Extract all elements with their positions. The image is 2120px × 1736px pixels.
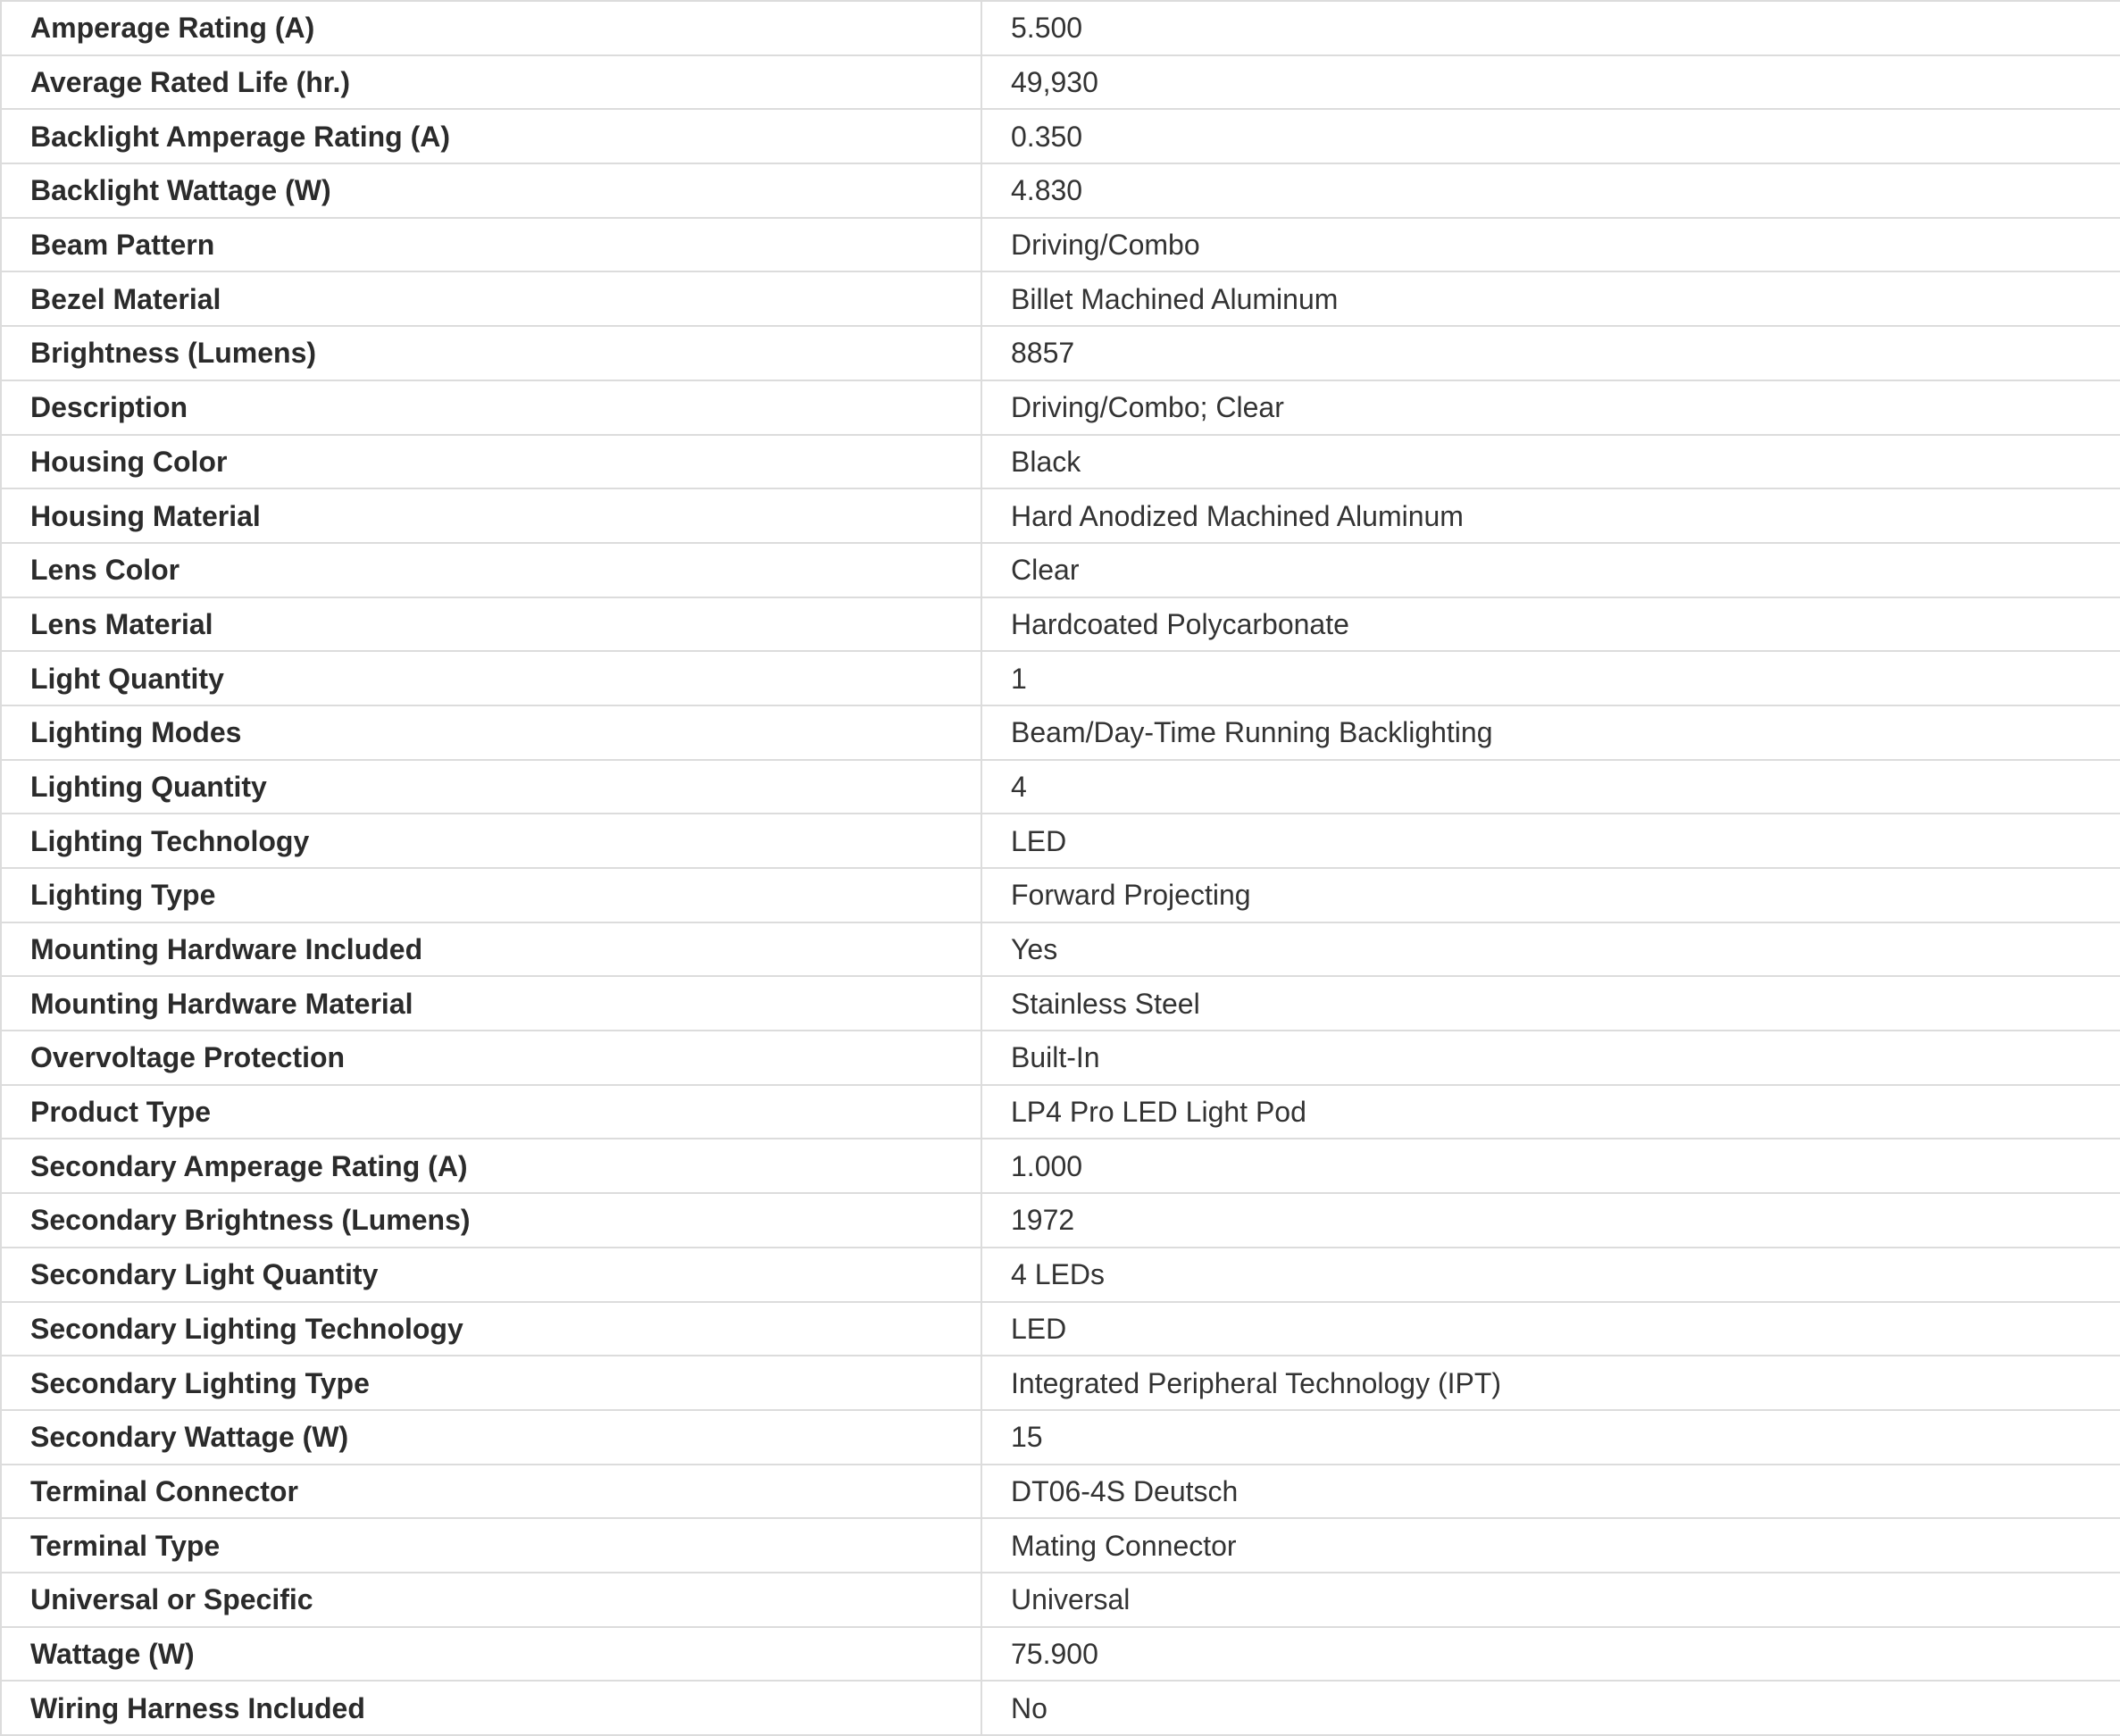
spec-row-lens-material [1, 597, 2120, 652]
spec-value: 75.900 [981, 1627, 2120, 1682]
spec-label: Lighting Type [1, 868, 981, 922]
spec-label: Lighting Modes [1, 705, 981, 760]
spec-value: 4.830 [981, 163, 2120, 218]
spec-row-light-quantity [1, 651, 2120, 705]
spec-value: Hard Anodized Machined Aluminum [981, 488, 2120, 543]
spec-value: 1.000 [981, 1139, 2120, 1193]
spec-row-lighting-technology [1, 814, 2120, 868]
spec-row-amperage-rating [1, 1, 2120, 55]
spec-row-average-rated-life [1, 55, 2120, 110]
spec-row-description [1, 380, 2120, 435]
spec-row-product-type [1, 1085, 2120, 1139]
spec-value: Hardcoated Polycarbonate [981, 597, 2120, 652]
spec-label: Secondary Lighting Type [1, 1356, 981, 1410]
spec-label: Overvoltage Protection [1, 1031, 981, 1085]
spec-row-secondary-amperage-rating [1, 1139, 2120, 1193]
spec-label: Secondary Wattage (W) [1, 1410, 981, 1465]
spec-value: Mating Connector [981, 1518, 2120, 1573]
spec-label: Average Rated Life (hr.) [1, 55, 981, 110]
spec-label: Backlight Amperage Rating (A) [1, 109, 981, 163]
spec-value: Built-In [981, 1031, 2120, 1085]
spec-label: Lens Color [1, 543, 981, 597]
spec-value: Integrated Peripheral Technology (IPT) [981, 1356, 2120, 1410]
spec-label: Backlight Wattage (W) [1, 163, 981, 218]
spec-value: DT06-4S Deutsch [981, 1465, 2120, 1519]
spec-value: Black [981, 435, 2120, 489]
spec-label: Terminal Connector [1, 1465, 981, 1519]
spec-label: Universal or Specific [1, 1573, 981, 1627]
spec-value: LED [981, 814, 2120, 868]
spec-label: Terminal Type [1, 1518, 981, 1573]
spec-value: 49,930 [981, 55, 2120, 110]
spec-row-wattage [1, 1627, 2120, 1682]
spec-value: 1 [981, 651, 2120, 705]
spec-row-secondary-brightness [1, 1193, 2120, 1248]
spec-value: Beam/Day-Time Running Backlighting [981, 705, 2120, 760]
spec-label: Secondary Lighting Technology [1, 1302, 981, 1356]
spec-label: Secondary Light Quantity [1, 1248, 981, 1302]
spec-row-brightness [1, 326, 2120, 380]
spec-label: Mounting Hardware Material [1, 976, 981, 1031]
spec-row-beam-pattern [1, 218, 2120, 272]
spec-value: 4 [981, 760, 2120, 814]
spec-row-secondary-lighting-technology [1, 1302, 2120, 1356]
spec-row-secondary-wattage [1, 1410, 2120, 1465]
spec-row-secondary-light-quantity [1, 1248, 2120, 1302]
spec-label: Light Quantity [1, 651, 981, 705]
spec-row-universal-or-specific [1, 1573, 2120, 1627]
spec-row-overvoltage-protection [1, 1031, 2120, 1085]
spec-value: Driving/Combo; Clear [981, 380, 2120, 435]
spec-label: Bezel Material [1, 271, 981, 326]
spec-row-mounting-hardware-material [1, 976, 2120, 1031]
spec-row-lighting-modes [1, 705, 2120, 760]
spec-row-backlight-amperage-rating [1, 109, 2120, 163]
spec-row-terminal-connector [1, 1465, 2120, 1519]
spec-label: Product Type [1, 1085, 981, 1139]
spec-value: Universal [981, 1573, 2120, 1627]
spec-row-lighting-quantity [1, 760, 2120, 814]
spec-row-secondary-lighting-type [1, 1356, 2120, 1410]
spec-value: 15 [981, 1410, 2120, 1465]
spec-value: Forward Projecting [981, 868, 2120, 922]
spec-label: Housing Material [1, 488, 981, 543]
spec-label: Description [1, 380, 981, 435]
spec-value: LED [981, 1302, 2120, 1356]
spec-label: Lighting Technology [1, 814, 981, 868]
spec-value: No [981, 1681, 2120, 1735]
spec-label: Wiring Harness Included [1, 1681, 981, 1735]
spec-row-bezel-material [1, 271, 2120, 326]
spec-row-terminal-type [1, 1518, 2120, 1573]
spec-value: Driving/Combo [981, 218, 2120, 272]
spec-label: Beam Pattern [1, 218, 981, 272]
spec-value: 4 LEDs [981, 1248, 2120, 1302]
spec-label: Mounting Hardware Included [1, 922, 981, 977]
spec-label: Secondary Brightness (Lumens) [1, 1193, 981, 1248]
spec-row-housing-color [1, 435, 2120, 489]
spec-value: 0.350 [981, 109, 2120, 163]
spec-label: Lighting Quantity [1, 760, 981, 814]
spec-value: Yes [981, 922, 2120, 977]
spec-row-housing-material [1, 488, 2120, 543]
spec-value: 1972 [981, 1193, 2120, 1248]
spec-value: Billet Machined Aluminum [981, 271, 2120, 326]
spec-value: Clear [981, 543, 2120, 597]
spec-row-wiring-harness-included [1, 1681, 2120, 1735]
spec-value: LP4 Pro LED Light Pod [981, 1085, 2120, 1139]
spec-label: Amperage Rating (A) [1, 1, 981, 55]
spec-label: Housing Color [1, 435, 981, 489]
spec-label: Lens Material [1, 597, 981, 652]
spec-label: Brightness (Lumens) [1, 326, 981, 380]
spec-value: Stainless Steel [981, 976, 2120, 1031]
spec-value: 5.500 [981, 1, 2120, 55]
specifications-table-body [1, 1, 2120, 1735]
spec-row-lens-color [1, 543, 2120, 597]
spec-row-lighting-type [1, 868, 2120, 922]
spec-label: Secondary Amperage Rating (A) [1, 1139, 981, 1193]
spec-value: 8857 [981, 326, 2120, 380]
spec-row-mounting-hardware-included [1, 922, 2120, 977]
spec-label: Wattage (W) [1, 1627, 981, 1682]
spec-row-backlight-wattage [1, 163, 2120, 218]
